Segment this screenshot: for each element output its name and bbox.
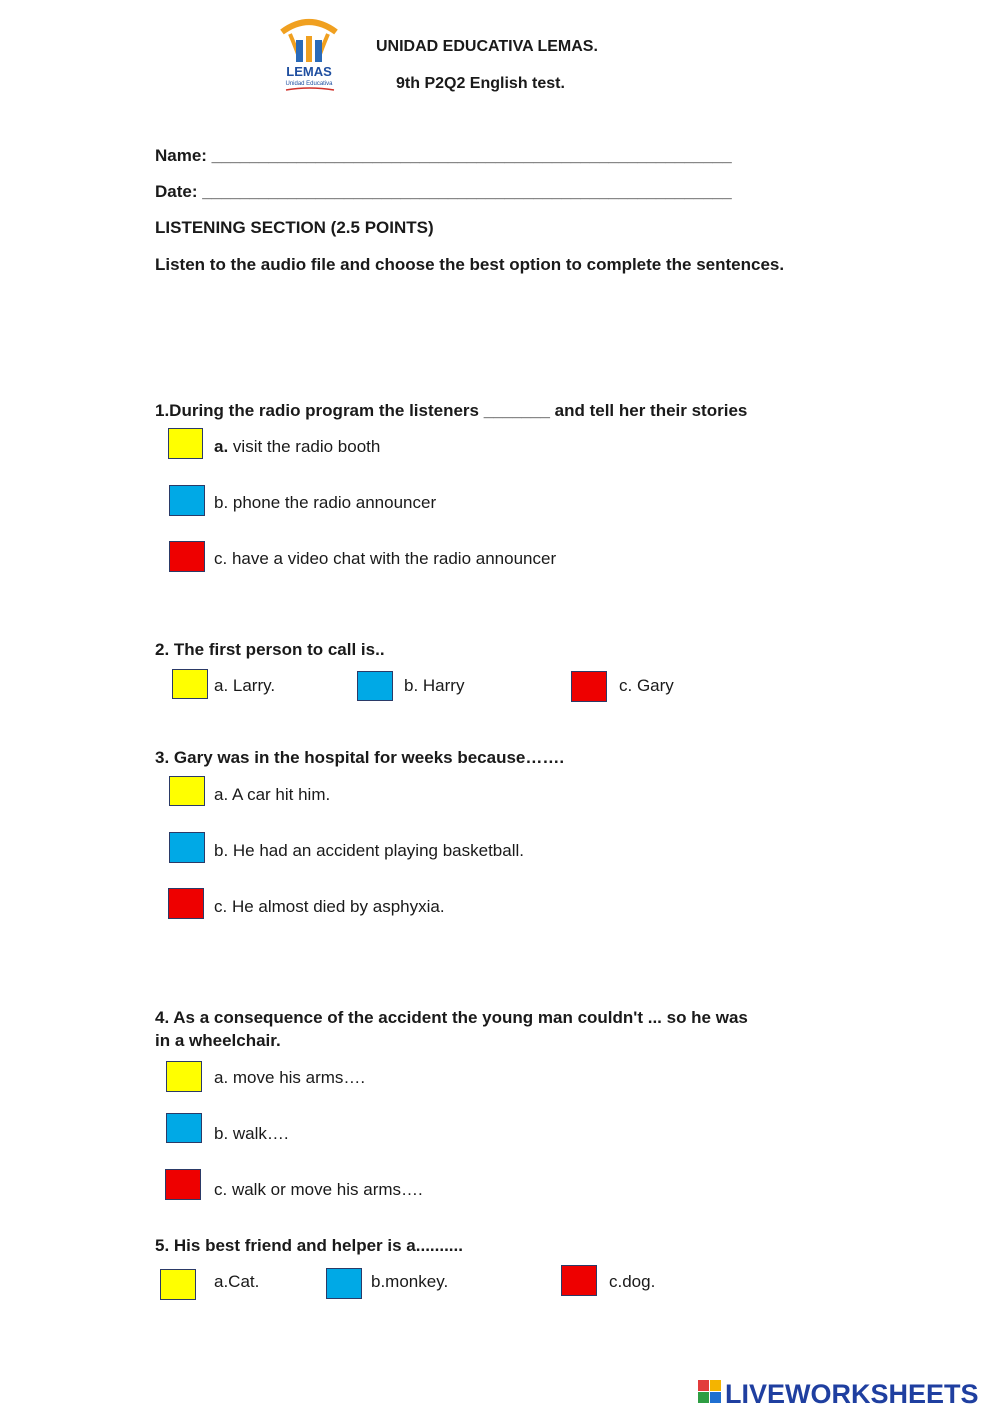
q1-option-a-letter: a. <box>214 437 229 456</box>
q4-option-b-box[interactable] <box>166 1113 202 1143</box>
q1-option-c-box[interactable] <box>169 541 205 572</box>
q2-option-a[interactable]: a. Larry. <box>214 676 276 695</box>
q1-option-b[interactable]: b. phone the radio announcer <box>214 493 437 512</box>
q4-option-a-box[interactable] <box>166 1061 202 1092</box>
logo-text: LEMAS <box>286 64 332 79</box>
q1-option-a[interactable] <box>214 437 380 457</box>
question-3-text: 3. Gary was in the hospital for weeks because……. <box>155 748 565 767</box>
q1-option-c[interactable]: c. have a video chat with the radio announcer <box>214 549 557 568</box>
question-1-text: 1.During the radio program the listeners _______ and tell her their stories <box>155 401 748 420</box>
instructions: Listen to the audio file and choose the best option to complete the sentences. <box>155 255 785 274</box>
q3-option-c-box[interactable] <box>168 888 204 919</box>
q3-option-b[interactable]: b. He had an accident playing basketball. <box>214 841 524 860</box>
q5-option-b-box[interactable] <box>326 1268 362 1299</box>
q3-option-c[interactable]: c. He almost died by asphyxia. <box>214 897 445 916</box>
q2-option-c-box[interactable] <box>571 671 607 702</box>
q2-option-c[interactable]: c. Gary <box>619 676 674 695</box>
q5-option-c-box[interactable] <box>561 1265 597 1296</box>
liveworksheets-logo <box>698 1378 998 1413</box>
question-2-text: 2. The first person to call is.. <box>155 640 385 659</box>
q1-option-b-box[interactable] <box>169 485 205 516</box>
q3-option-b-box[interactable] <box>169 832 205 863</box>
q5-option-b[interactable]: b.monkey. <box>371 1272 449 1291</box>
q4-option-a[interactable]: a. move his arms…. <box>214 1068 366 1087</box>
q5-option-a[interactable]: a.Cat. <box>214 1272 260 1291</box>
date-field[interactable]: Date: ________________________________________________________ <box>155 182 732 201</box>
q4-option-c-box[interactable] <box>165 1169 201 1200</box>
liveworksheets-grid-icon <box>698 1380 721 1403</box>
q5-option-c[interactable]: c.dog. <box>609 1272 656 1291</box>
footer-brand: LIVEWORKSHEETS <box>725 1379 979 1408</box>
question-4-text-line-2: in a wheelchair. <box>155 1031 281 1050</box>
question-5-text: 5. His best friend and helper is a.......... <box>155 1236 463 1255</box>
q3-option-a-box[interactable] <box>169 776 205 806</box>
name-field[interactable]: Name: _______________________________________________________ <box>155 146 732 165</box>
q2-option-b[interactable]: b. Harry <box>404 676 465 695</box>
q3-option-a[interactable]: a. A car hit him. <box>214 785 331 804</box>
logo-subtext: Unidad Educativa <box>285 81 333 87</box>
q2-option-a-box[interactable] <box>172 669 208 699</box>
school-name: UNIDAD EDUCATIVA LEMAS. <box>376 38 598 55</box>
test-title: 9th P2Q2 English test. <box>396 75 565 92</box>
q5-option-a-box[interactable] <box>160 1269 196 1300</box>
q2-option-b-box[interactable] <box>357 671 393 701</box>
q1-option-a-label: visit the radio booth <box>232 437 381 456</box>
q4-option-c[interactable]: c. walk or move his arms…. <box>214 1180 423 1199</box>
q4-option-b[interactable]: b. walk…. <box>214 1124 289 1143</box>
school-logo <box>276 14 342 94</box>
question-4-text-line-1: 4. As a consequence of the accident the young man couldn't ... so he was <box>155 1008 748 1027</box>
q1-option-a-box[interactable] <box>168 428 203 459</box>
section-title: LISTENING SECTION (2.5 POINTS) <box>155 218 434 237</box>
